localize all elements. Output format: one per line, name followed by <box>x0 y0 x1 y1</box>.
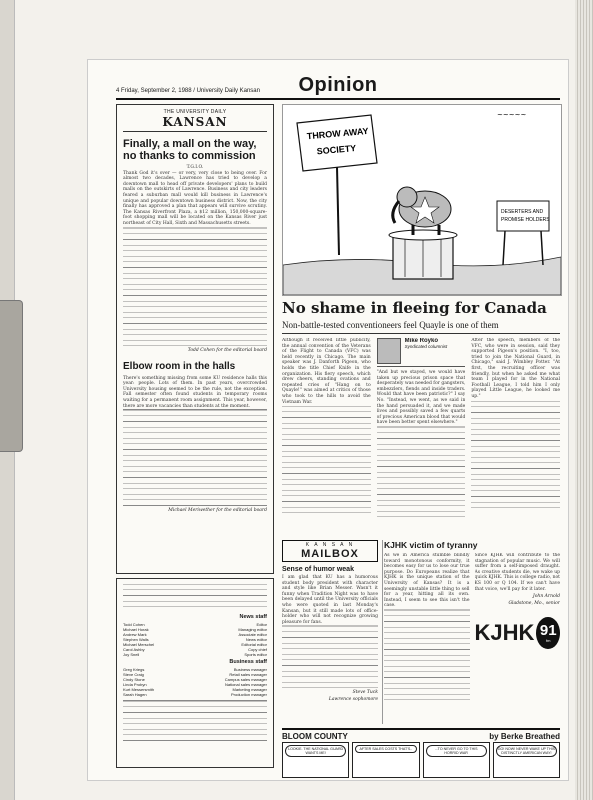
staff-name: Steve Craig <box>123 672 144 677</box>
editorial2-signature: Michael Meriwether for the editorial board <box>168 508 267 514</box>
editorial-cartoon <box>282 104 562 296</box>
comic-bubble-4: GO! NOW! NEVER WAKE UP THIS DISTINCTLY AMERICAN WAY! <box>497 747 555 755</box>
cartoon-rack <box>497 201 550 265</box>
business-staff-list <box>123 667 267 697</box>
staff-role: Copy chief <box>248 647 267 652</box>
section-title: Opinion <box>298 74 378 96</box>
editorial-continued-text <box>123 227 267 346</box>
masthead-name: KANSAN <box>162 115 228 129</box>
comic-panel-3 <box>423 742 490 778</box>
comic-strip <box>282 742 560 778</box>
staff-name: Andrew Mark <box>123 632 147 637</box>
masthead <box>123 109 267 132</box>
staff-role: Editor <box>256 622 267 627</box>
comic-panel-1 <box>282 742 349 778</box>
svg-text:PROMISE HOLDERS: PROMISE HOLDERS <box>501 217 550 223</box>
staff-name: Sarah Hagen <box>123 692 147 697</box>
page-dateline: 4 Friday, September 2, 1988 / University Daily Kansan <box>116 88 260 94</box>
page-header <box>116 70 560 100</box>
kjhk-headline: KJHK victim of tyranny <box>384 540 478 550</box>
staff-role: Editorial editor <box>241 642 267 647</box>
policy-text <box>123 700 267 741</box>
kjhk-col2-text: Since KJHK will contribute to the stagnation of popular music. We will suffer from a self-imposed draught. As creative students die, we wake up quick KJHK. This is college radio, not KS 100 or Q 104. If we can't have that voice, we'll pay for it later. <box>474 553 560 592</box>
kjhk-logo-letters: KJHK <box>474 620 535 646</box>
columnist-title: Syndicated columnist <box>404 344 448 349</box>
story-col2-text: "And but we stayed, we would have taken up precious prison space that desperately was needed for gangsters, embezzlers, fiends and inside traders. Would that have been patriotic?" I say No. "Instead, we went, as we said in the hand persuaded it, and we made lives and possibly saved a few quarts of precious American blood that would have been better spent elsewhere." <box>376 370 466 426</box>
editorial2-body: There's something missing from some KU residence halls this year: people. Lots of them. In past years, overcrowded University housing seemed to be the rule, not the exception. Fall semester often found students in temporary rooms waiting for a permanent room assignment. This year, however, there are more vacancies than students at the moment. <box>123 375 267 409</box>
page-stack-edges <box>575 0 593 800</box>
kjhk-col1-text: As we in America stumble blindly toward monotonous conformity, it becomes easy for us to lose our true purpose. Do Europeans realize that KJHK is the unique station of the University of Kansas? It is a seemingly unstable little thing to sell for a year, hitting all its own. Instead, I seem to see this isn't the case. <box>384 553 470 609</box>
letter-signature-title: Lawrence sophomore <box>328 697 378 703</box>
columnist-name: Mike Royko <box>404 338 439 344</box>
comic-bubble-3: ...TO NEVER GO TO THIS HORRID WAR <box>426 745 487 757</box>
newspaper-page <box>88 60 568 780</box>
editorial2-continued-text <box>123 409 267 506</box>
letter-continued <box>282 625 378 688</box>
editorial2-headline: Elbow room in the halls <box>123 360 236 372</box>
letter-headline: Sense of humor weak <box>282 566 354 573</box>
story-col-3 <box>471 338 560 534</box>
svg-text:DESERTERS AND: DESERTERS AND <box>501 209 544 215</box>
comic-bubble-2: AFTER SALES COSTS THAT'S.. <box>355 745 416 753</box>
staff-name: Stephen Walls <box>123 637 149 642</box>
staff-name: Todd Cohen <box>123 622 145 627</box>
comic-panel-2 <box>352 742 419 778</box>
staff-intro-text <box>123 583 267 612</box>
staff-row <box>123 692 267 697</box>
news-staff-list <box>123 622 267 657</box>
editorial-lead: T.G.I.O. <box>186 165 204 170</box>
staff-name: Cindy Stone <box>123 677 145 682</box>
cartoon-trash-can <box>389 230 457 279</box>
story-col-1 <box>282 338 371 534</box>
story-col2-continued <box>377 426 466 517</box>
staff-name: Kurt Messersmith <box>123 687 155 692</box>
mailbox-logo <box>282 540 378 562</box>
story-col3-continued <box>471 400 560 511</box>
editorial-body: Thank God it's over — or very, very close to being over. For almost two decades, Lawrence has tried to develop a downtown mall to head off private developers' plans to build malls on the outskirts of Lawrence. Business and city leaders feared a suburban mall would kill business in Lawrence's unique and popular downtown business district. Now, the city finally has approved a plan that appears will survive scrutiny. The Kansas Riverfront Plaza, a $12 million, 150,000-square-foot shopping mall will be located on the Kansas River just northeast of City Hall, Sixth and Massachusetts streets. <box>123 170 267 226</box>
mailbox-kicker: K A N S A N <box>305 542 355 548</box>
staff-role: Production manager <box>230 692 267 697</box>
comic-credit: by Berke Breathed <box>489 731 560 741</box>
staff-role: Sports editor <box>244 652 267 657</box>
staff-role: Marketing manager <box>232 687 267 692</box>
staff-role: National sales manager <box>224 682 267 687</box>
staff-name: Linda Probyn <box>123 682 147 687</box>
kjhk-logo-number: 91 <box>539 622 557 640</box>
kjhk-col1-continued <box>384 609 470 700</box>
comic-bubble-1: LOOKIE. THE NATIONAL GUARD WANTS ME! <box>285 745 346 757</box>
staff-name: Michael Merschel <box>123 642 155 647</box>
kjhk-signature-title: Gladstone, Mo., senior <box>508 601 560 607</box>
letter-body: I am glad that KU has a humorous student body president with character and style like Brian Messer. Wasn't it funny when Tradition Night was to have been delayed until the University officials who were quoted in last Monday's Kansan, but it still made lots of office-holder who will not recognize growing pleasure for fans. <box>282 575 378 625</box>
mailbox-column <box>282 540 383 724</box>
cartoon-elephant <box>393 187 451 235</box>
staff-name: Carol Ashby <box>123 647 145 652</box>
story-dek: Non-battle-tested conventioneers feel Quayle is one of them <box>282 320 560 334</box>
cartoon-drawing <box>283 105 561 295</box>
staff-box <box>116 578 274 768</box>
svg-text:~~~~~: ~~~~~ <box>497 111 527 119</box>
story-col-2 <box>377 338 466 534</box>
kjhk-col-2 <box>475 553 561 723</box>
editorial-headline: Finally, a mall on the way, no thanks to commission <box>123 138 257 162</box>
staff-role: Campus sales manager <box>224 677 267 682</box>
kjhk-signature: John Arnold <box>532 594 560 600</box>
comic-panel-4 <box>493 742 560 778</box>
news-staff-title: News staff <box>239 614 267 620</box>
story-col1-continued <box>282 405 371 516</box>
story-headline: No shame in fleeing for Canada <box>282 299 547 317</box>
masthead-small: THE UNIVERSITY DAILY <box>163 109 227 115</box>
svg-text:THROW AWAY: THROW AWAY <box>306 125 369 142</box>
editorial-column <box>116 104 274 574</box>
kjhk-logo-badge <box>536 617 560 649</box>
staff-name: Greg Kriegs <box>123 667 145 672</box>
staff-role: Business manager <box>233 667 267 672</box>
business-staff-title: Business staff <box>229 659 267 665</box>
staff-role: Associate editor <box>238 632 267 637</box>
kjhk-logo <box>475 610 561 656</box>
editorial-signature: Todd Cohen for the editorial board <box>187 347 267 353</box>
letter-signature: Steve Tuck <box>352 690 378 696</box>
svg-text:SOCIETY: SOCIETY <box>316 142 357 157</box>
staff-name: Michael Horak <box>123 627 149 632</box>
kjhk-column <box>384 540 560 724</box>
kjhk-logo-fm: fm <box>545 638 551 644</box>
columnist-photo <box>377 338 401 364</box>
story-col3-text: After the speech, members of the VFC, who were in session, said they supported Pigeon's position. "I, too, tried to join the National Guard, in Chicago," said J. Wimbley Potter. "At first, the recruiting officer was friendly, but when he asked me what team I played for in the National Football League, I told him I only played Little League, he looked me up." <box>471 338 561 399</box>
binder-clip <box>0 300 23 452</box>
comic-header <box>282 728 560 742</box>
mailbox-title: MAILBOX <box>301 548 359 560</box>
kjhk-col-1 <box>384 553 470 723</box>
staff-role: Retail sales manager <box>229 672 267 677</box>
staff-role: Managing editor <box>238 627 267 632</box>
story-body <box>282 338 560 534</box>
byline-box <box>377 338 466 367</box>
comic-title: BLOOM COUNTY <box>282 731 348 741</box>
staff-name: Joy Snell <box>123 652 140 657</box>
staff-role: News editor <box>245 637 267 642</box>
cartoon-sign <box>297 115 377 255</box>
story-col1-text: Although it received little publicity, the annual convention of the Veterans of the Flight to Canada (VFC) was held recently in Chicago. The main speaker was J. Danforth Pigeon, who holds the title Chief Knife in the organization. His fiery speech, which drew cheers, standing ovations and repeated cries of "Hang on to Quayle!" was aimed at critics of those who took to the hills to avoid the Vietnam War. <box>282 338 371 405</box>
staff-row <box>123 652 267 657</box>
